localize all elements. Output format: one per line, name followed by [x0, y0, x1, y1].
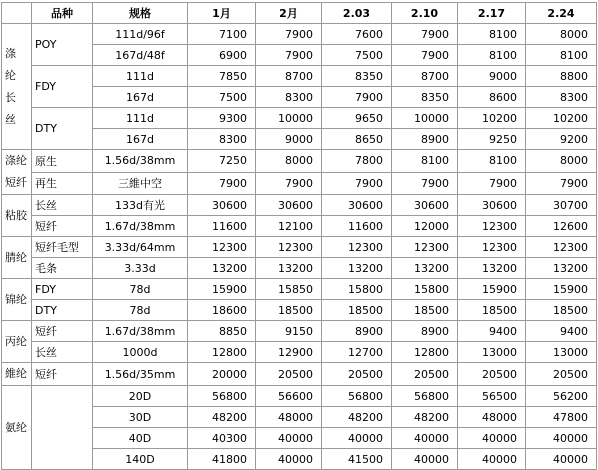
price-cell: 8600	[458, 87, 526, 108]
table-header	[2, 3, 597, 24]
category-label: 涤	[5, 46, 16, 60]
price-cell: 8300	[188, 129, 256, 150]
variety-cell	[32, 386, 93, 470]
table-row	[2, 195, 597, 216]
price-cell: 7900	[392, 45, 458, 66]
price-cell: 12900	[256, 342, 322, 363]
price-cell: 8300	[526, 87, 597, 108]
spec-cell: 1.56d/35mm	[93, 363, 188, 386]
price-cell: 12800	[188, 342, 256, 363]
variety-cell: 原生	[32, 150, 93, 173]
price-cell: 48200	[322, 407, 392, 428]
price-cell: 40000	[526, 428, 597, 449]
price-cell: 12700	[322, 342, 392, 363]
category-label: 粘胶	[5, 208, 27, 222]
column-header: 2.24	[526, 3, 597, 24]
price-cell: 7900	[322, 87, 392, 108]
price-cell: 7900	[256, 172, 322, 195]
price-cell: 20500	[526, 363, 597, 386]
price-cell: 10200	[526, 108, 597, 129]
price-cell: 18500	[392, 300, 458, 321]
price-cell: 47800	[526, 407, 597, 428]
spec-cell: 133d有光	[93, 195, 188, 216]
variety-cell: POY	[32, 24, 93, 66]
price-cell: 20500	[458, 363, 526, 386]
price-cell: 7900	[188, 172, 256, 195]
price-cell: 9000	[256, 129, 322, 150]
spec-cell: 20D	[93, 386, 188, 407]
category-cell	[2, 24, 32, 150]
variety-cell: 再生	[32, 172, 93, 195]
variety-cell: FDY	[32, 279, 93, 300]
spec-cell: 78d	[93, 279, 188, 300]
price-cell: 8700	[256, 66, 322, 87]
price-cell: 9650	[322, 108, 392, 129]
variety-cell: 短纤毛型	[32, 237, 93, 258]
price-cell: 6900	[188, 45, 256, 66]
table-row	[2, 258, 597, 279]
price-cell: 12300	[188, 237, 256, 258]
spec-cell: 167d	[93, 129, 188, 150]
price-cell: 10000	[392, 108, 458, 129]
variety-cell: 短纤	[32, 321, 93, 342]
spec-cell: 1.67d/38mm	[93, 321, 188, 342]
category-cell	[2, 237, 32, 279]
price-cell: 8700	[392, 66, 458, 87]
price-cell: 9400	[526, 321, 597, 342]
spec-cell: 1000d	[93, 342, 188, 363]
table-row	[2, 150, 597, 173]
header-row	[2, 3, 597, 24]
price-cell: 8100	[458, 150, 526, 173]
spec-cell: 1.56d/38mm	[93, 150, 188, 173]
price-cell: 41800	[188, 449, 256, 470]
price-cell: 7900	[322, 172, 392, 195]
price-cell: 8100	[526, 45, 597, 66]
variety-cell: 毛条	[32, 258, 93, 279]
price-cell: 9000	[458, 66, 526, 87]
price-cell: 7500	[322, 45, 392, 66]
price-cell: 8300	[256, 87, 322, 108]
price-cell: 13000	[526, 342, 597, 363]
price-cell: 48000	[458, 407, 526, 428]
variety-cell: FDY	[32, 66, 93, 108]
variety-cell: 短纤	[32, 363, 93, 386]
price-cell: 12300	[458, 237, 526, 258]
price-cell: 56600	[256, 386, 322, 407]
price-cell: 9150	[256, 321, 322, 342]
column-header: 1月	[188, 3, 256, 24]
price-cell: 40000	[256, 449, 322, 470]
price-cell: 12100	[256, 216, 322, 237]
price-cell: 8900	[392, 321, 458, 342]
price-cell: 30600	[188, 195, 256, 216]
table-row	[2, 300, 597, 321]
table-row	[2, 342, 597, 363]
price-cell: 40000	[322, 428, 392, 449]
price-cell: 20500	[392, 363, 458, 386]
spec-cell: 3.33d/64mm	[93, 237, 188, 258]
table-body	[2, 24, 597, 470]
spec-cell: 140D	[93, 449, 188, 470]
category-label: 涤纶	[5, 154, 27, 167]
price-cell: 7900	[256, 24, 322, 45]
spec-cell: 111d/96f	[93, 24, 188, 45]
variety-cell: 长丝	[32, 342, 93, 363]
price-cell: 13200	[458, 258, 526, 279]
price-cell: 20500	[256, 363, 322, 386]
category-label: 腈纶	[5, 250, 27, 264]
price-cell: 12300	[526, 237, 597, 258]
price-cell: 56800	[322, 386, 392, 407]
spec-cell: 167d/48f	[93, 45, 188, 66]
price-cell: 48200	[392, 407, 458, 428]
price-cell: 12600	[526, 216, 597, 237]
spec-cell: 78d	[93, 300, 188, 321]
price-cell: 40000	[526, 449, 597, 470]
price-cell: 11600	[188, 216, 256, 237]
price-cell: 13200	[322, 258, 392, 279]
column-header: 2月	[256, 3, 322, 24]
price-cell: 7900	[392, 24, 458, 45]
category-label: 氨纶	[5, 420, 27, 434]
price-cell: 15900	[526, 279, 597, 300]
spec-cell: 111d	[93, 108, 188, 129]
price-cell: 8350	[322, 66, 392, 87]
column-header: 规格	[93, 3, 188, 24]
price-cell: 7100	[188, 24, 256, 45]
price-cell: 12300	[458, 216, 526, 237]
price-cell: 10000	[256, 108, 322, 129]
price-cell: 9400	[458, 321, 526, 342]
price-cell: 18500	[256, 300, 322, 321]
column-header: 2.10	[392, 3, 458, 24]
spec-cell: 1.67d/38mm	[93, 216, 188, 237]
column-header: 2.17	[458, 3, 526, 24]
category-label: 丝	[5, 112, 16, 126]
price-cell: 40000	[256, 428, 322, 449]
price-cell: 13200	[188, 258, 256, 279]
column-header	[2, 3, 32, 24]
spec-cell: 167d	[93, 87, 188, 108]
table-row	[2, 216, 597, 237]
price-cell: 30600	[392, 195, 458, 216]
price-cell: 15900	[188, 279, 256, 300]
price-cell: 20500	[322, 363, 392, 386]
price-table	[1, 2, 597, 470]
table-row	[2, 172, 597, 195]
price-cell: 12800	[392, 342, 458, 363]
price-cell: 15850	[256, 279, 322, 300]
price-cell: 12300	[392, 237, 458, 258]
price-cell: 8850	[188, 321, 256, 342]
variety-cell: 短纤	[32, 216, 93, 237]
price-cell: 8650	[322, 129, 392, 150]
price-cell: 18500	[322, 300, 392, 321]
price-cell: 7900	[392, 172, 458, 195]
price-cell: 15800	[392, 279, 458, 300]
price-cell: 18500	[458, 300, 526, 321]
price-cell: 7800	[322, 150, 392, 173]
price-cell: 8900	[392, 129, 458, 150]
price-cell: 13200	[526, 258, 597, 279]
price-cell: 8100	[392, 150, 458, 173]
category-label: 长	[5, 90, 16, 104]
price-cell: 8100	[458, 24, 526, 45]
category-cell	[2, 195, 32, 237]
price-cell: 30700	[526, 195, 597, 216]
price-cell: 18600	[188, 300, 256, 321]
price-cell: 56200	[526, 386, 597, 407]
price-cell: 13000	[458, 342, 526, 363]
price-cell: 40000	[458, 449, 526, 470]
table-row	[2, 237, 597, 258]
table-row	[2, 279, 597, 300]
spec-cell: 40D	[93, 428, 188, 449]
price-cell: 7900	[256, 45, 322, 66]
category-label: 維纶	[5, 367, 27, 380]
category-label: 短纤	[5, 176, 27, 189]
price-cell: 7600	[322, 24, 392, 45]
price-cell: 10200	[458, 108, 526, 129]
category-cell	[2, 386, 32, 470]
table-row	[2, 386, 597, 407]
price-cell: 41500	[322, 449, 392, 470]
price-cell: 12000	[392, 216, 458, 237]
spec-cell: 30D	[93, 407, 188, 428]
category-label: 锦纶	[5, 292, 27, 306]
price-cell: 8000	[526, 24, 597, 45]
category-cell	[2, 279, 32, 321]
spec-cell: 3.33d	[93, 258, 188, 279]
table-row	[2, 363, 597, 386]
column-header: 2.03	[322, 3, 392, 24]
price-cell: 40000	[392, 428, 458, 449]
category-label: 丙纶	[5, 334, 27, 348]
price-cell: 9250	[458, 129, 526, 150]
category-cell	[2, 363, 32, 386]
price-cell: 8900	[322, 321, 392, 342]
variety-cell: 长丝	[32, 195, 93, 216]
price-cell: 56800	[392, 386, 458, 407]
table-row	[2, 108, 597, 129]
price-cell: 12300	[322, 237, 392, 258]
price-cell: 9200	[526, 129, 597, 150]
price-cell: 15900	[458, 279, 526, 300]
price-cell: 20000	[188, 363, 256, 386]
table-row	[2, 66, 597, 87]
variety-cell: DTY	[32, 108, 93, 150]
price-cell: 56500	[458, 386, 526, 407]
price-cell: 13200	[256, 258, 322, 279]
price-cell: 8350	[392, 87, 458, 108]
price-cell: 15800	[322, 279, 392, 300]
price-cell: 18500	[526, 300, 597, 321]
table-row	[2, 24, 597, 45]
price-cell: 30600	[458, 195, 526, 216]
price-cell: 30600	[256, 195, 322, 216]
price-cell: 7500	[188, 87, 256, 108]
category-cell	[2, 321, 32, 363]
table-row	[2, 321, 597, 342]
price-cell: 48200	[188, 407, 256, 428]
price-cell: 7900	[458, 172, 526, 195]
spec-cell: 三維中空	[93, 172, 188, 195]
price-cell: 48000	[256, 407, 322, 428]
price-cell: 8800	[526, 66, 597, 87]
price-cell: 30600	[322, 195, 392, 216]
price-cell: 12300	[256, 237, 322, 258]
price-cell: 11600	[322, 216, 392, 237]
price-cell: 7900	[526, 172, 597, 195]
price-cell: 7250	[188, 150, 256, 173]
price-cell: 7850	[188, 66, 256, 87]
price-cell: 40000	[392, 449, 458, 470]
category-cell	[2, 150, 32, 195]
price-cell: 8000	[526, 150, 597, 173]
column-header: 品种	[32, 3, 93, 24]
price-cell: 9300	[188, 108, 256, 129]
price-cell: 40000	[458, 428, 526, 449]
category-label: 纶	[5, 68, 16, 82]
spec-cell: 111d	[93, 66, 188, 87]
price-cell: 8100	[458, 45, 526, 66]
price-cell: 8000	[256, 150, 322, 173]
price-cell: 40300	[188, 428, 256, 449]
price-cell: 56800	[188, 386, 256, 407]
variety-cell: DTY	[32, 300, 93, 321]
price-cell: 13200	[392, 258, 458, 279]
